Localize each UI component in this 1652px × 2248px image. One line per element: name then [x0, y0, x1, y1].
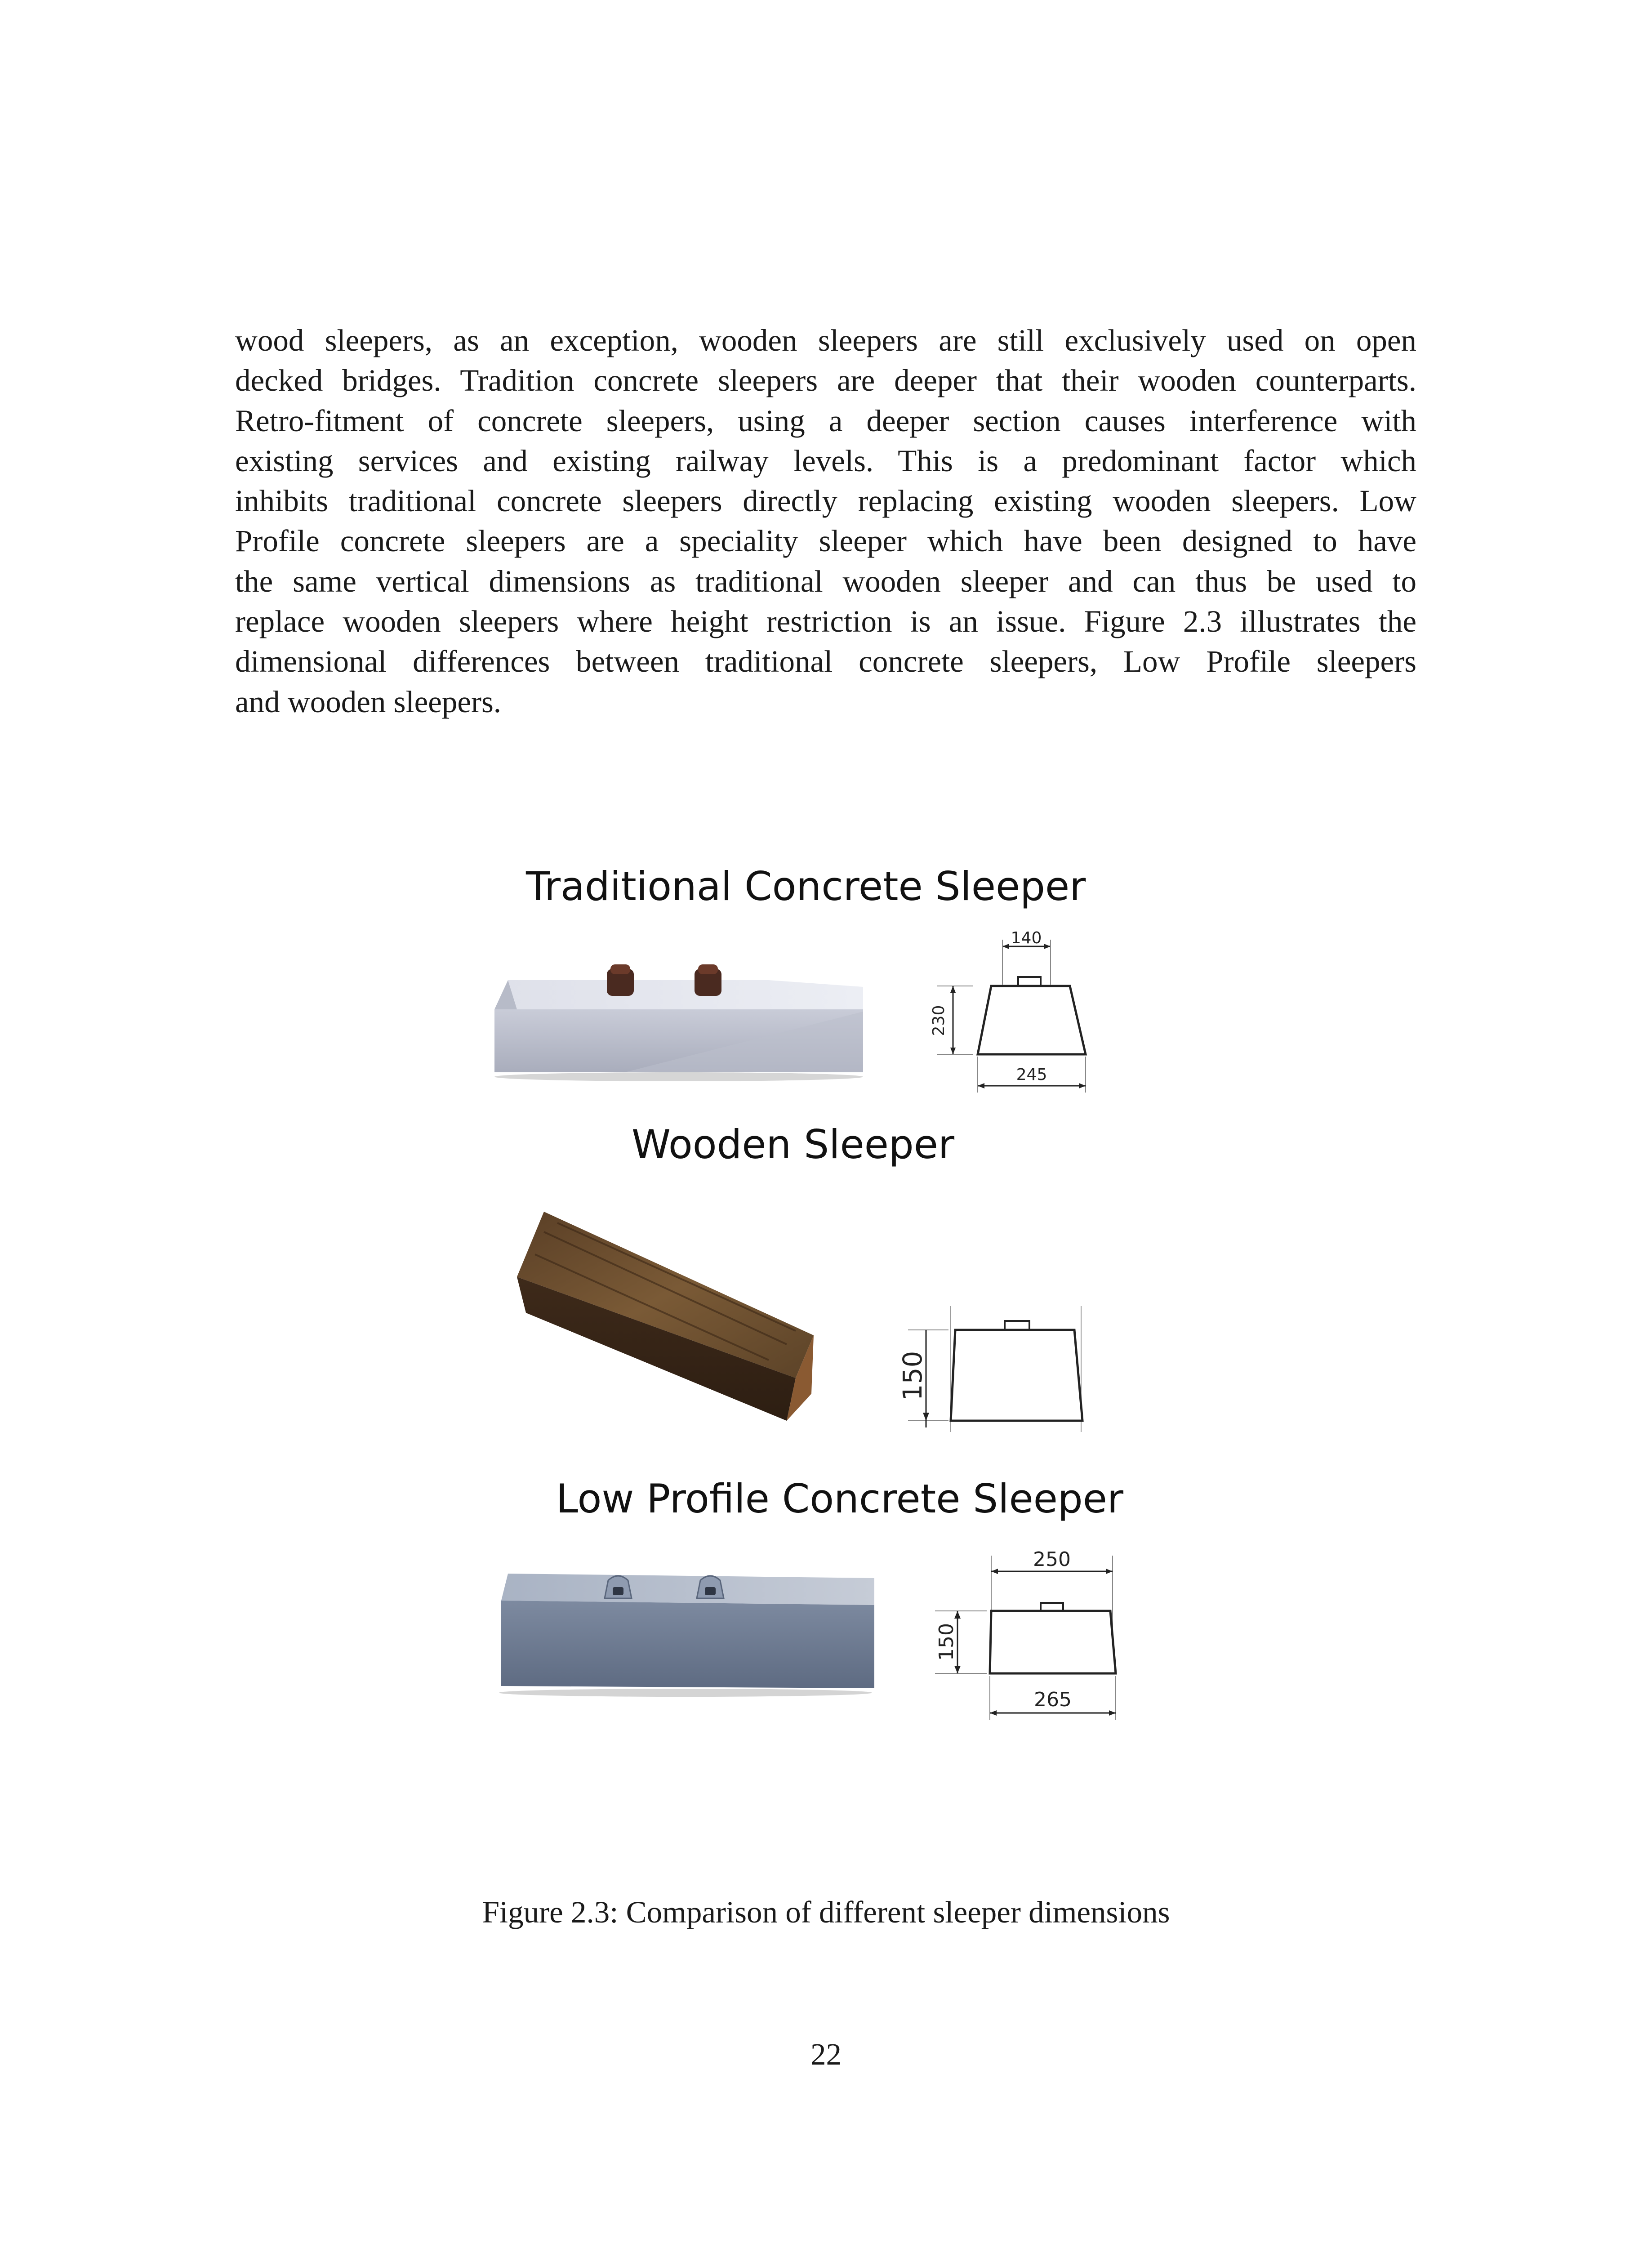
paragraph-line: Profile concrete sleepers are a speciality sleeper which have been designed to have	[235, 524, 1416, 558]
page-number: 22	[810, 2037, 842, 2071]
wooden-sleeper-photo	[517, 1205, 814, 1430]
traditional-concrete-sleeper-photo	[490, 937, 863, 1086]
dim-height: 230	[930, 1005, 948, 1036]
paragraph-line: wood sleepers, as an exception, wooden sleepers are still exclusively used on open	[235, 323, 1416, 357]
dim-bottom-width: 245	[1016, 1066, 1047, 1084]
paragraph-line: decked bridges. Tradition concrete sleepers are deeper that their wooden counterparts.	[235, 363, 1416, 398]
body-paragraph	[235, 321, 1416, 722]
paragraph-line: replace wooden sleepers where height restriction is an issue. Figure 2.3 illustrates the	[235, 604, 1416, 639]
paragraph-line: inhibits traditional concrete sleepers directly replacing existing wooden sleepers. Low	[235, 484, 1416, 518]
figure-caption: Figure 2.3: Comparison of different sleeper dimensions	[482, 1895, 1170, 1929]
low-profile-concrete-sleeper-photo	[497, 1565, 874, 1699]
wooden-sleeper-section-diagram	[868, 1306, 1101, 1436]
panel-title-wooden: Wooden Sleeper	[632, 1121, 955, 1168]
panel-title-traditional: Traditional Concrete Sleeper	[526, 863, 1086, 910]
low-profile-sleeper-section-diagram	[908, 1547, 1128, 1726]
paragraph-line: the same vertical dimensions as traditional wooden sleeper and can thus be used to	[235, 564, 1416, 598]
dim-height: 150	[935, 1623, 958, 1661]
dim-bottom-width: 265	[1034, 1688, 1072, 1711]
paragraph-line: and wooden sleepers.	[235, 684, 502, 719]
dim-top-width: 140	[1011, 931, 1042, 947]
paragraph-line: dimensional differences between traditional concrete sleepers, Low Profile sleepers	[235, 644, 1416, 679]
dim-top-width: 250	[1033, 1548, 1071, 1571]
panel-title-low-profile: Low Profile Concrete Sleeper	[556, 1476, 1124, 1522]
paragraph-line: existing services and existing railway levels. This is a predominant factor which	[235, 443, 1416, 478]
paragraph-line: Retro-fitment of concrete sleepers, using a deeper section causes interference with	[235, 403, 1416, 438]
dim-height: 150	[897, 1351, 928, 1401]
traditional-sleeper-section-diagram	[906, 931, 1117, 1102]
